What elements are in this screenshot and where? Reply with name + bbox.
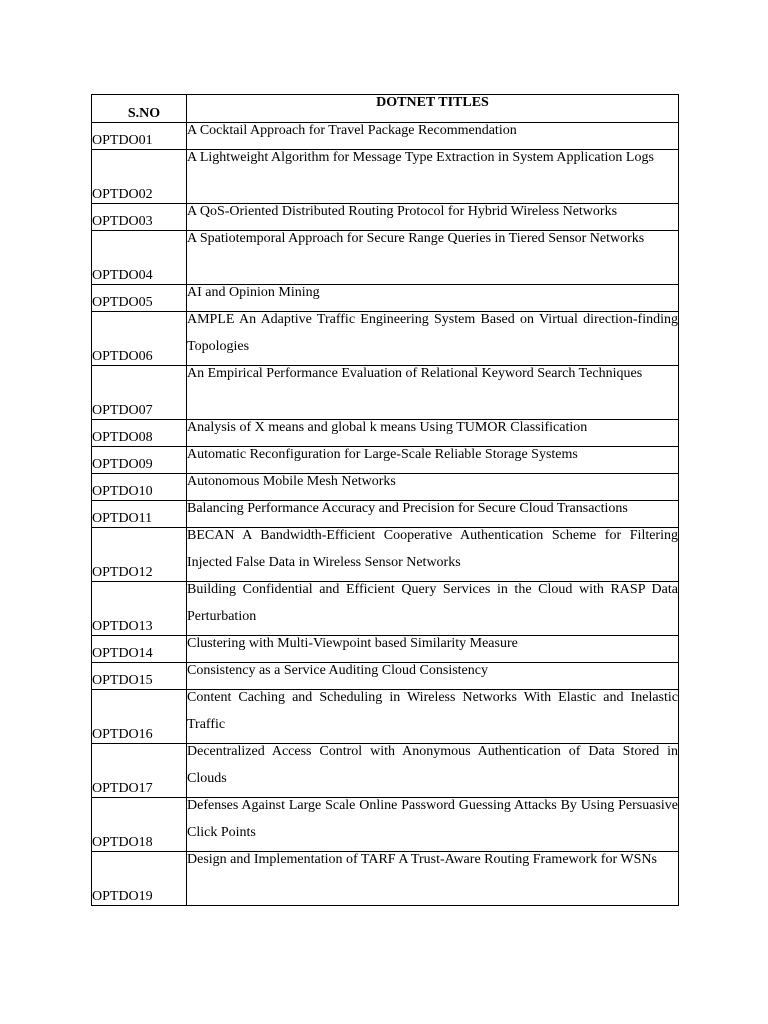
row-title-text: BECAN A Bandwidth-Efficient Cooperative Authentication Scheme for Filtering Injected False Data in Wireless Sensor Networks — [187, 528, 678, 570]
row-sno: OPTDO18 — [92, 798, 187, 852]
row-sno: OPTDO14 — [92, 636, 187, 663]
row-title-text: Consistency as a Service Auditing Cloud Consistency — [187, 663, 488, 678]
row-sno: OPTDO15 — [92, 663, 187, 690]
row-sno: OPTDO03 — [92, 204, 187, 231]
row-title-text: Design and Implementation of TARF A Trust-Aware Routing Framework for WSNs — [187, 852, 657, 867]
row-sno: OPTDO16 — [92, 690, 187, 744]
row-title-text: Clustering with Multi-Viewpoint based Similarity Measure — [187, 636, 518, 651]
row-sno: OPTDO19 — [92, 852, 187, 906]
table-row — [92, 528, 679, 582]
row-sno: OPTDO01 — [92, 123, 187, 150]
row-title — [187, 528, 679, 582]
row-sno: OPTDO17 — [92, 744, 187, 798]
row-title — [187, 582, 679, 636]
row-title — [187, 690, 679, 744]
row-title — [187, 744, 679, 798]
row-title — [187, 231, 679, 285]
row-title — [187, 312, 679, 366]
row-sno: OPTDO10 — [92, 474, 187, 501]
header-title: DOTNET TITLES — [187, 95, 679, 123]
row-sno: OPTDO09 — [92, 447, 187, 474]
dotnet-titles-table — [91, 94, 679, 906]
row-sno: OPTDO04 — [92, 231, 187, 285]
row-title-text: Autonomous Mobile Mesh Networks — [187, 474, 396, 489]
header-sno — [92, 95, 187, 123]
table-row — [92, 366, 679, 420]
row-sno: OPTDO07 — [92, 366, 187, 420]
row-title-text: Building Confidential and Efficient Query Services in the Cloud with RASP Data Perturbation — [187, 582, 678, 624]
row-sno: OPTDO11 — [92, 501, 187, 528]
row-title-text: A QoS-Oriented Distributed Routing Protocol for Hybrid Wireless Networks — [187, 204, 618, 219]
row-sno: OPTDO05 — [92, 285, 187, 312]
row-title-text: A Lightweight Algorithm for Message Type Extraction in System Application Logs — [187, 150, 654, 165]
row-sno: OPTDO02 — [92, 150, 187, 204]
row-title-text: Decentralized Access Control with Anonymous Authentication of Data Stored in Clouds — [187, 744, 678, 786]
row-title-text: AI and Opinion Mining — [187, 285, 320, 300]
row-sno: OPTDO13 — [92, 582, 187, 636]
table-row — [92, 744, 679, 798]
table-row — [92, 582, 679, 636]
header-sno-label: S.NO — [127, 106, 161, 121]
row-title-text: AMPLE An Adaptive Traffic Engineering System Based on Virtual direction-finding Topologies — [187, 312, 678, 354]
table-row — [92, 150, 679, 204]
row-title-text: An Empirical Performance Evaluation of Relational Keyword Search Techniques — [187, 366, 643, 381]
row-title-text: A Spatiotemporal Approach for Secure Range Queries in Tiered Sensor Networks — [187, 231, 645, 246]
table-row — [92, 852, 679, 906]
row-title — [187, 150, 679, 204]
row-title — [187, 798, 679, 852]
row-title — [187, 852, 679, 906]
row-sno: OPTDO06 — [92, 312, 187, 366]
row-title-text: Defenses Against Large Scale Online Password Guessing Attacks By Using Persuasive Click Points — [187, 798, 678, 840]
row-title-text: Balancing Performance Accuracy and Precision for Secure Cloud Transactions — [187, 501, 628, 516]
row-title-text: Automatic Reconfiguration for Large-Scale Reliable Storage Systems — [187, 447, 578, 462]
table-row — [92, 690, 679, 744]
row-title — [187, 366, 679, 420]
row-sno: OPTDO12 — [92, 528, 187, 582]
table-row — [92, 312, 679, 366]
row-title-text: Content Caching and Scheduling in Wireless Networks With Elastic and Inelastic Traffic — [187, 690, 678, 732]
table-row — [92, 798, 679, 852]
row-sno: OPTDO08 — [92, 420, 187, 447]
row-title-text: Analysis of X means and global k means Using TUMOR Classification — [187, 420, 588, 435]
table-row — [92, 231, 679, 285]
row-title-text: A Cocktail Approach for Travel Package Recommendation — [187, 123, 517, 138]
